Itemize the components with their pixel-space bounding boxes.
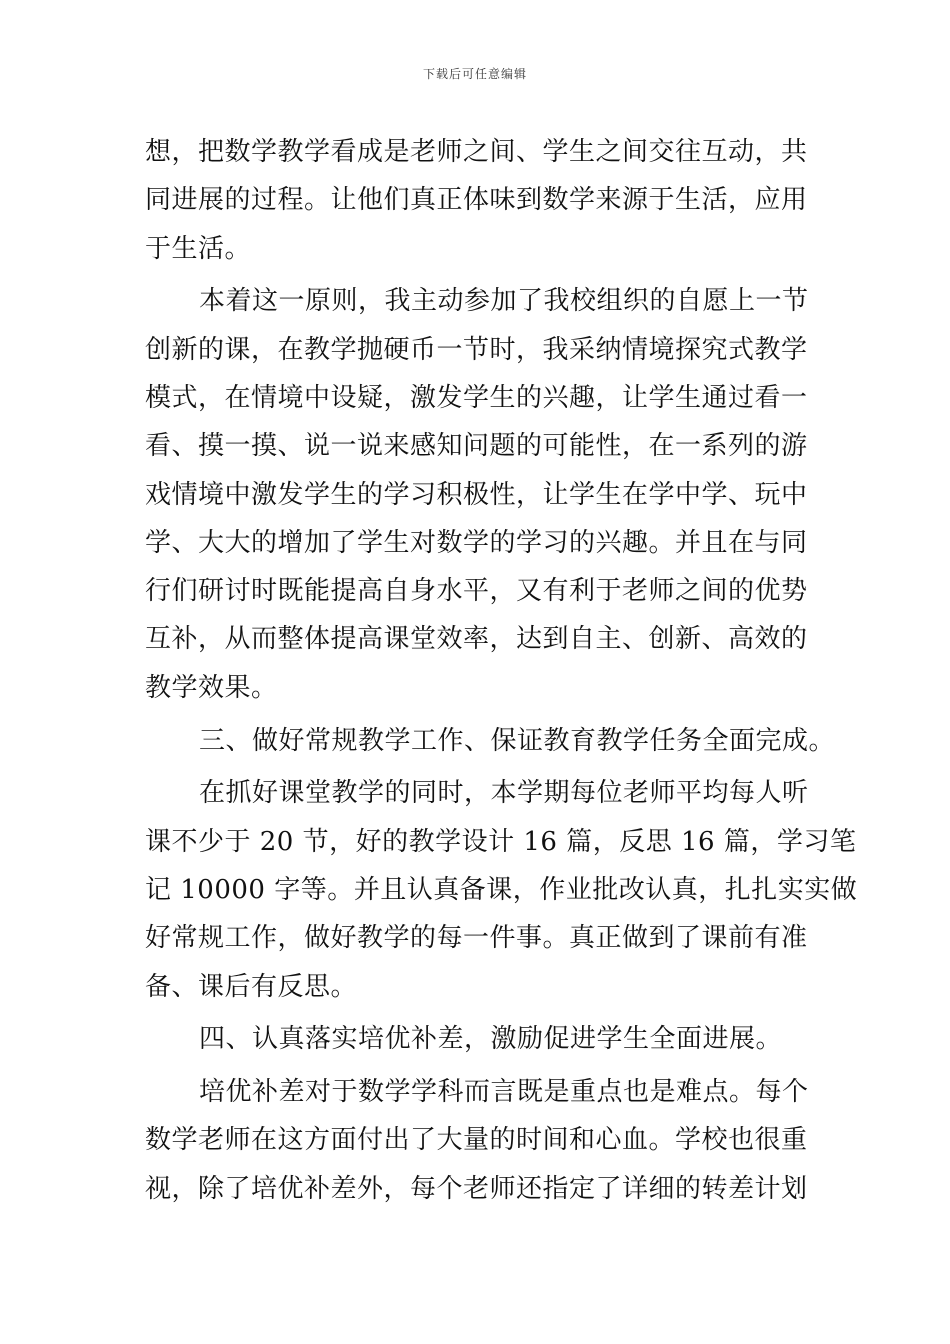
text-line: 本着这一原则，我主动参加了我校组织的自愿上一节 (199, 286, 809, 317)
text-line: 数学老师在这方面付出了大量的时间和心血。学校也很重 (145, 1125, 808, 1156)
text-line: 三、做好常规教学工作、保证教育教学任务全面完成。 (199, 725, 836, 756)
text-line: 看、摸一摸、说一说来感知问题的可能性，在一系列的游 (145, 431, 808, 462)
text-line: 课不少于 20 节，好的教学设计 16 篇，反思 16 篇，学习笔 (145, 826, 857, 857)
text-line: 好常规工作，做好教学的每一件事。真正做到了课前有准 (145, 923, 808, 954)
text-line: 同进展的过程。让他们真正体味到数学来源于生活，应用 (145, 185, 808, 216)
text-line: 于生活。 (145, 233, 252, 264)
paragraph (145, 1068, 807, 1213)
text-line: 视，除了培优补差外，每个老师还指定了详细的转差计划 (145, 1173, 808, 1204)
text-line: 培优补差对于数学学科而言既是重点也是难点。每个 (199, 1077, 809, 1108)
text-line: 教学效果。 (145, 672, 278, 703)
text-line: 模式，在情境中设疑，激发学生的兴趣，让学生通过看一 (145, 382, 808, 413)
document-body (145, 128, 858, 1213)
text-line: 四、认真落实培优补差，激励促进学生全面进展。 (199, 1024, 783, 1055)
paragraph (145, 277, 807, 712)
text-line: 在抓好课堂教学的同时，本学期每位老师平均每人听 (199, 778, 809, 809)
text-line: 行们研讨时既能提高自身水平，又有利于老师之间的优势 (145, 576, 808, 607)
page-header: 下载后可任意编辑 (422, 67, 527, 81)
text-line: 想，把数学教学看成是老师之间、学生之间交往互动，共 (145, 137, 808, 167)
paragraph (145, 128, 807, 273)
section-heading (145, 1015, 807, 1063)
paragraph (145, 769, 858, 1010)
text-line: 学、大大的增加了学生对数学的学习的兴趣。并且在与同 (145, 527, 808, 558)
section-heading (145, 717, 836, 765)
text-line: 戏情境中激发学生的学习积极性，让学生在学中学、玩中 (145, 479, 808, 510)
text-line: 创新的课，在教学抛硬币一节时，我采纳情境探究式教学 (145, 334, 808, 365)
text-line: 备、课后有反思。 (145, 971, 358, 1002)
text-line: 记 10000 字等。并且认真备课，作业批改认真，扎扎实实做 (145, 874, 858, 905)
text-line: 互补，从而整体提高课堂效率，达到自主、创新、高效的 (145, 624, 808, 655)
